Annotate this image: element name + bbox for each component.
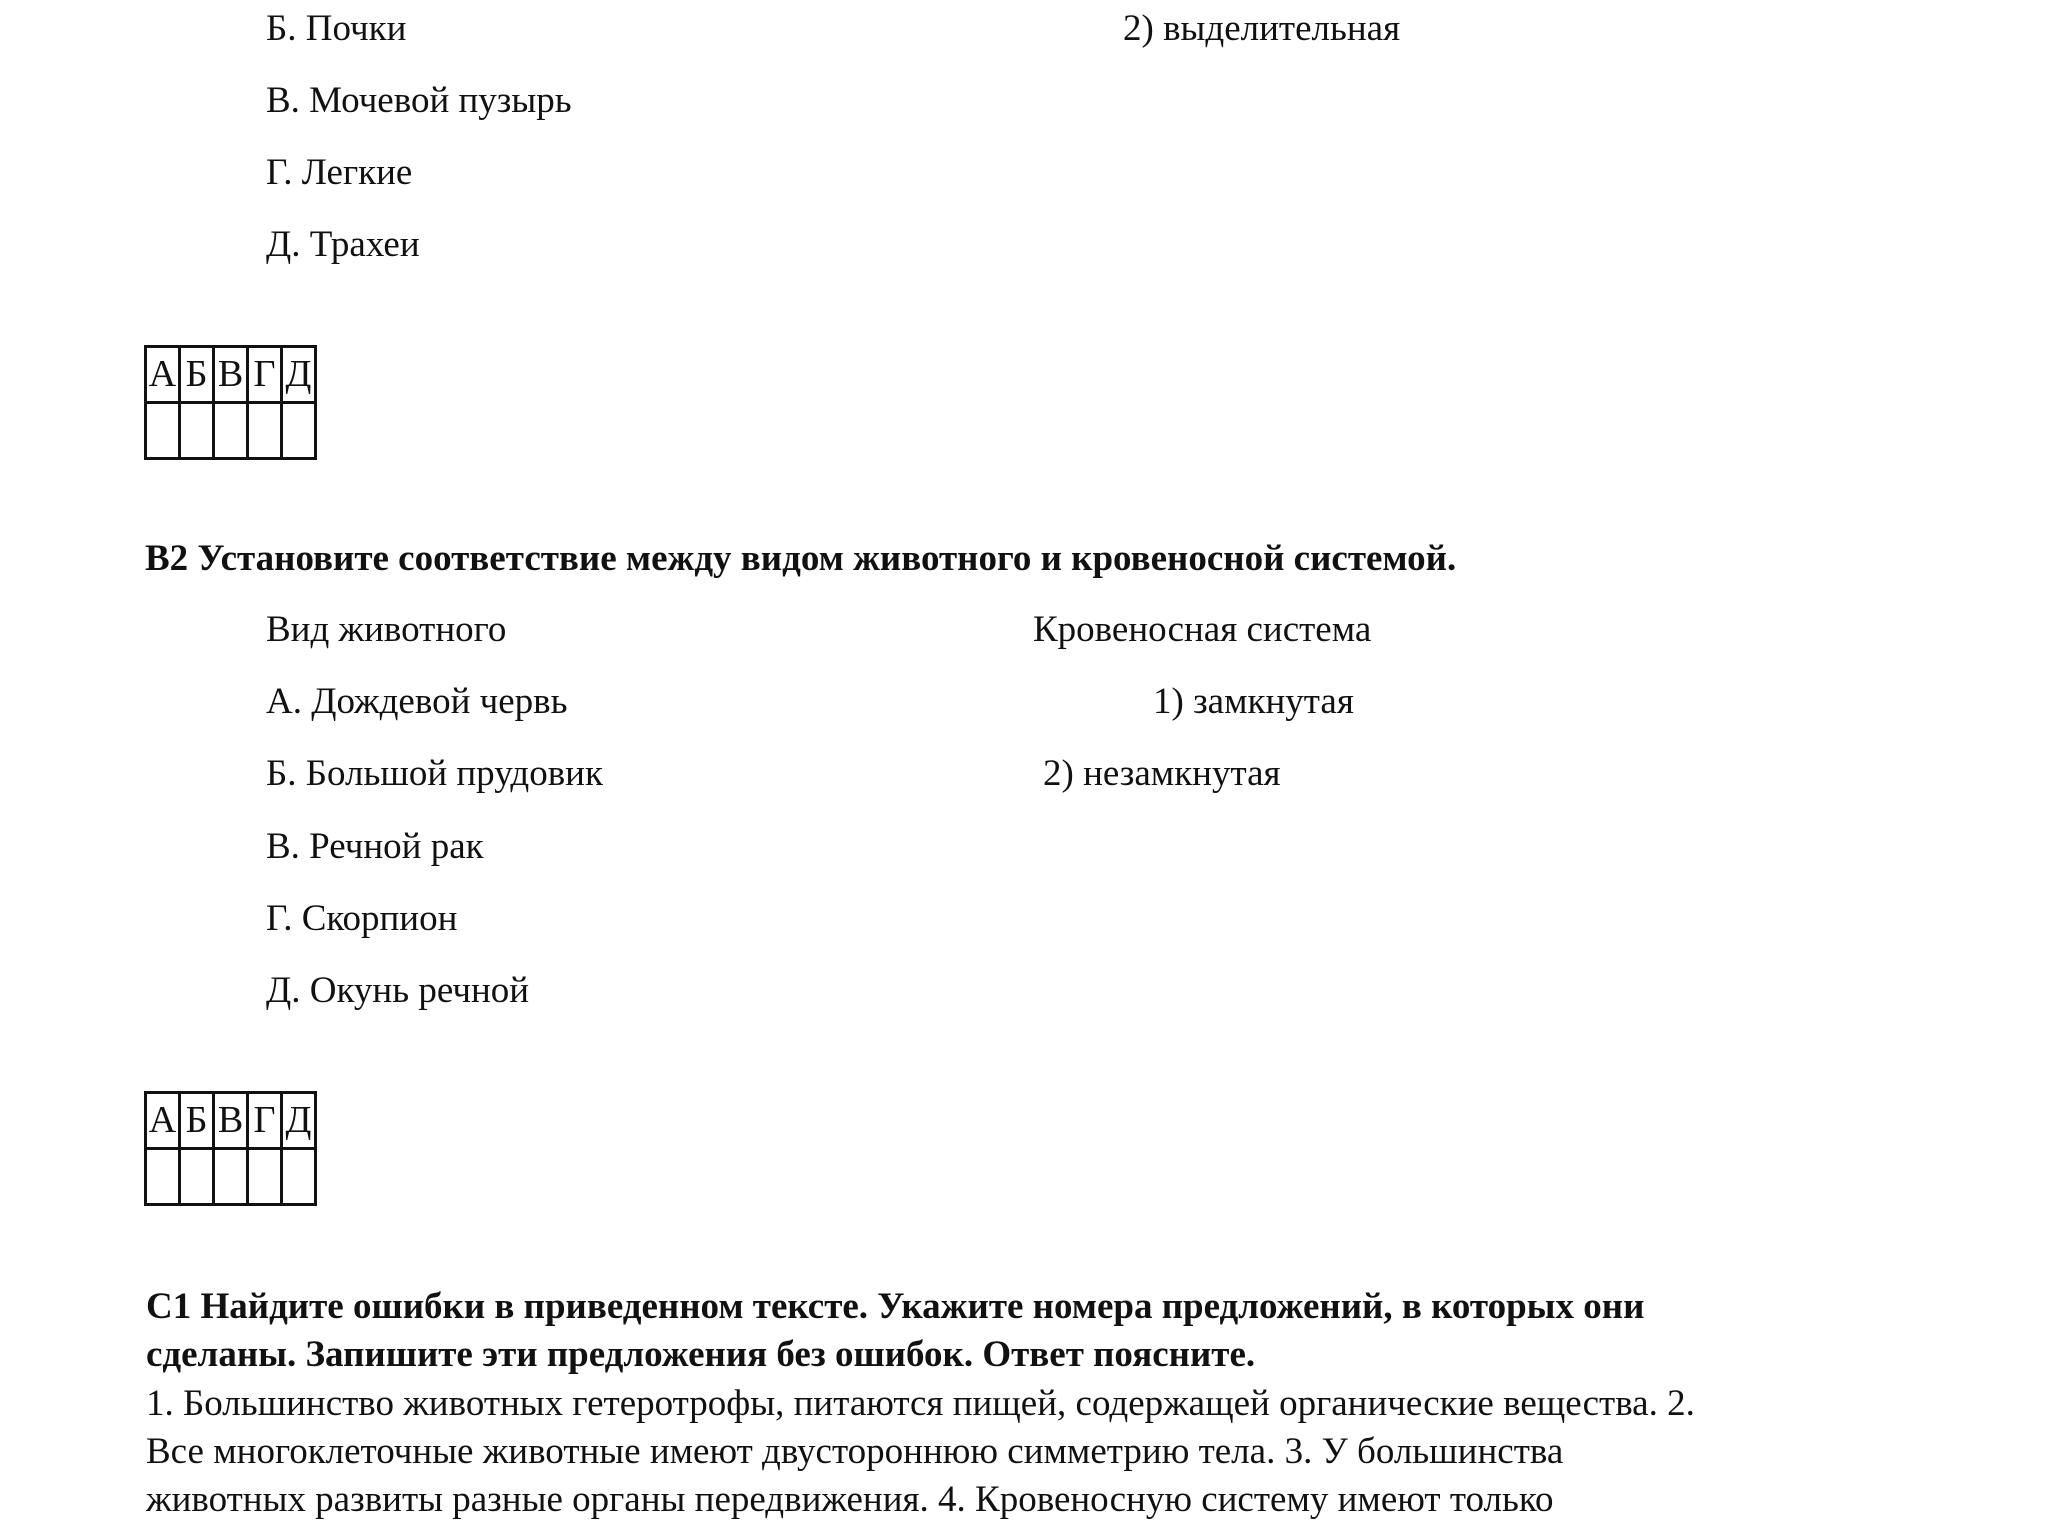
b1-item-v: В. Мочевой пузырь [266, 80, 572, 121]
b1-item-d: Д. Трахеи [266, 224, 420, 265]
c1-text-line-1: 1. Большинство животных гетеротрофы, питаются пищей, содержащей органические вещества. 2. [146, 1383, 1695, 1424]
answer-grid-header-row [146, 1093, 316, 1149]
b2-item-v: В. Речной рак [266, 826, 484, 867]
b2-option-1: 1) замкнутая [1153, 681, 1354, 722]
b1-item-b: Б. Почки [266, 8, 407, 49]
b2-item-b: Б. Большой прудовик [266, 753, 603, 794]
b2-title: В2 Установите соответствие между видом животного и кровеносной системой. [145, 538, 1457, 579]
answer-grid-header-g: Г [248, 1093, 282, 1149]
answer-cell-g[interactable] [248, 403, 282, 459]
answer-cell-a[interactable] [146, 1149, 180, 1205]
answer-grid-header-b: Б [180, 1093, 214, 1149]
answer-grid-input-row [146, 403, 316, 459]
b2-left-header: Вид животного [266, 609, 507, 650]
b2-item-d: Д. Окунь речной [266, 970, 530, 1011]
answer-grid-header-d: Д [282, 347, 316, 403]
answer-grid-header-d: Д [282, 1093, 316, 1149]
c1-title-line-2: сделаны. Запишите эти предложения без ошибок. Ответ поясните. [146, 1334, 1256, 1375]
b2-option-2: 2) незамкнутая [1043, 753, 1281, 794]
answer-cell-d[interactable] [282, 1149, 316, 1205]
answer-cell-d[interactable] [282, 403, 316, 459]
answer-cell-v[interactable] [214, 1149, 248, 1205]
b2-item-g: Г. Скорпион [266, 898, 458, 939]
answer-grid-header-g: Г [248, 347, 282, 403]
b2-right-header: Кровеносная система [1033, 609, 1372, 650]
answer-grid-header-b: Б [180, 347, 214, 403]
c1-text-line-2: Все многоклеточные животные имеют двустороннюю симметрию тела. 3. У большинства [146, 1431, 1564, 1472]
b2-item-a: А. Дождевой червь [266, 681, 568, 722]
answer-grid-input-row [146, 1149, 316, 1205]
b1-item-g: Г. Легкие [266, 152, 413, 193]
answer-grid-header-a: А [146, 1093, 180, 1149]
answer-cell-g[interactable] [248, 1149, 282, 1205]
c1-text-line-3: животных развиты разные органы передвижения. 4. Кровеносную систему имеют только [146, 1479, 1554, 1520]
answer-grid-header-row [146, 347, 316, 403]
answer-grid-header-v: В [214, 1093, 248, 1149]
answer-cell-b[interactable] [180, 403, 214, 459]
answer-cell-b[interactable] [180, 1149, 214, 1205]
b1-option-2: 2) выделительная [1123, 8, 1401, 49]
answer-cell-a[interactable] [146, 403, 180, 459]
answer-grid-header-v: В [214, 347, 248, 403]
answer-grid-b2 [144, 1091, 317, 1206]
c1-title-line-1: С1 Найдите ошибки в приведенном тексте. Укажите номера предложений, в которых они [146, 1286, 1645, 1327]
answer-grid-b1 [144, 345, 317, 460]
answer-grid-header-a: А [146, 347, 180, 403]
answer-cell-v[interactable] [214, 403, 248, 459]
